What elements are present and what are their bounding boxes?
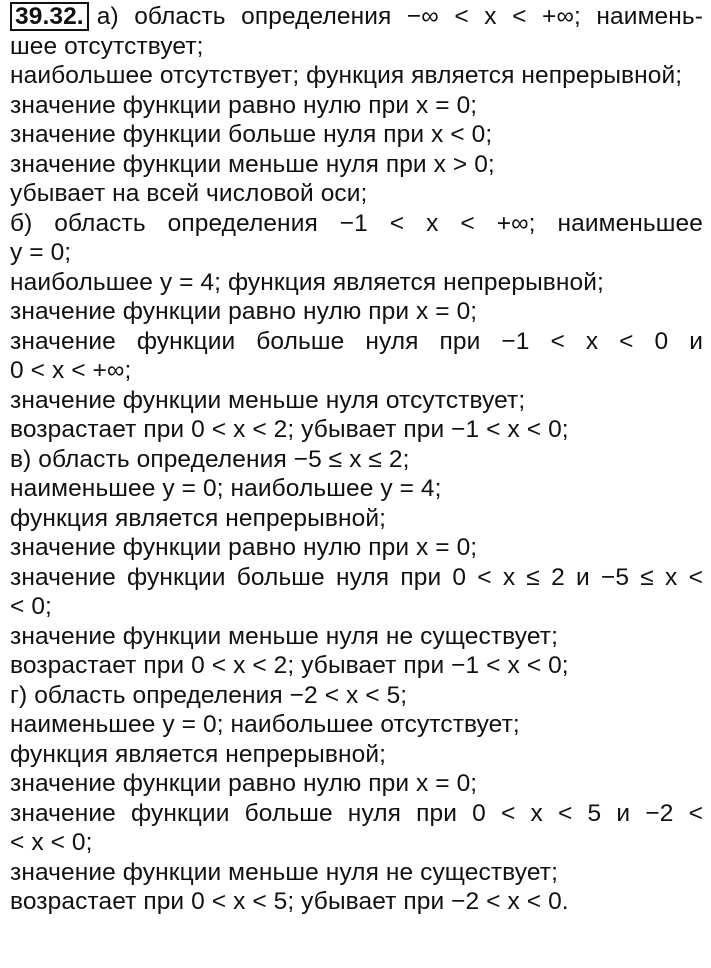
text-line: 0 < x < +∞; <box>10 357 132 384</box>
text-line: значение функции меньше нуля отсутствует; <box>10 386 526 414</box>
text-line: значение функции равно нулю при x = 0; <box>10 534 478 561</box>
text-line: в) область определения −5 ≤ x ≤ 2; <box>10 445 410 473</box>
text-line: б) область определения −1 < x < +∞; наименьшее <box>10 209 703 237</box>
text-line <box>10 2 703 32</box>
line-text: а) область определения −∞ < x < +∞; наимень- <box>96 3 703 30</box>
text-line: наименьшее y = 0; наибольшее отсутствует; <box>10 711 520 738</box>
text-line: возрастает при 0 < x < 2; убывает при −1 < x < 0; <box>10 652 569 679</box>
text-line: функция является непрерывной; <box>10 740 387 768</box>
text-line: возрастает при 0 < x < 2; убывает при −1 < x < 0; <box>10 416 569 443</box>
text-line: < 0; <box>10 593 52 620</box>
text-line: y = 0; <box>10 239 72 266</box>
text-line: функция является непрерывной; <box>10 504 387 532</box>
problem-number-badge: 39.32. <box>10 2 89 31</box>
text-line: шее отсутствует; <box>10 32 204 60</box>
text-line: значение функции равно нулю при x = 0; <box>10 770 478 797</box>
text-line: наибольшее y = 4; функция является непрерывной; <box>10 268 604 296</box>
text-line: значение функции больше нуля при x < 0; <box>10 121 493 148</box>
text-line: значение функции больше нуля при 0 < x < 5 и −2 < <box>10 799 703 827</box>
text-line: значение функции равно нулю при x = 0; <box>10 298 478 325</box>
text-line: г) область определения −2 < x < 5; <box>10 681 408 709</box>
text-line: значение функции больше нуля при 0 < x ≤ 2 и −5 ≤ x < <box>10 563 703 591</box>
text-line: убывает на всей числовой оси; <box>10 180 368 207</box>
text-line: значение функции равно нулю при x = 0; <box>10 91 478 119</box>
text-line: возрастает при 0 < x < 5; убывает при −2 < x < 0. <box>10 888 569 915</box>
text-line: < x < 0; <box>10 829 93 856</box>
text-line: наименьшее y = 0; наибольшее y = 4; <box>10 475 442 502</box>
text-line: значение функции больше нуля при −1 < x < 0 и <box>10 327 703 355</box>
text-line: значение функции меньше нуля не существует; <box>10 622 558 650</box>
text-line: значение функции меньше нуля при x > 0; <box>10 150 495 178</box>
text-line: наибольшее отсутствует; функция является непрерывной; <box>10 62 683 89</box>
text-line: значение функции меньше нуля не существует; <box>10 858 558 886</box>
